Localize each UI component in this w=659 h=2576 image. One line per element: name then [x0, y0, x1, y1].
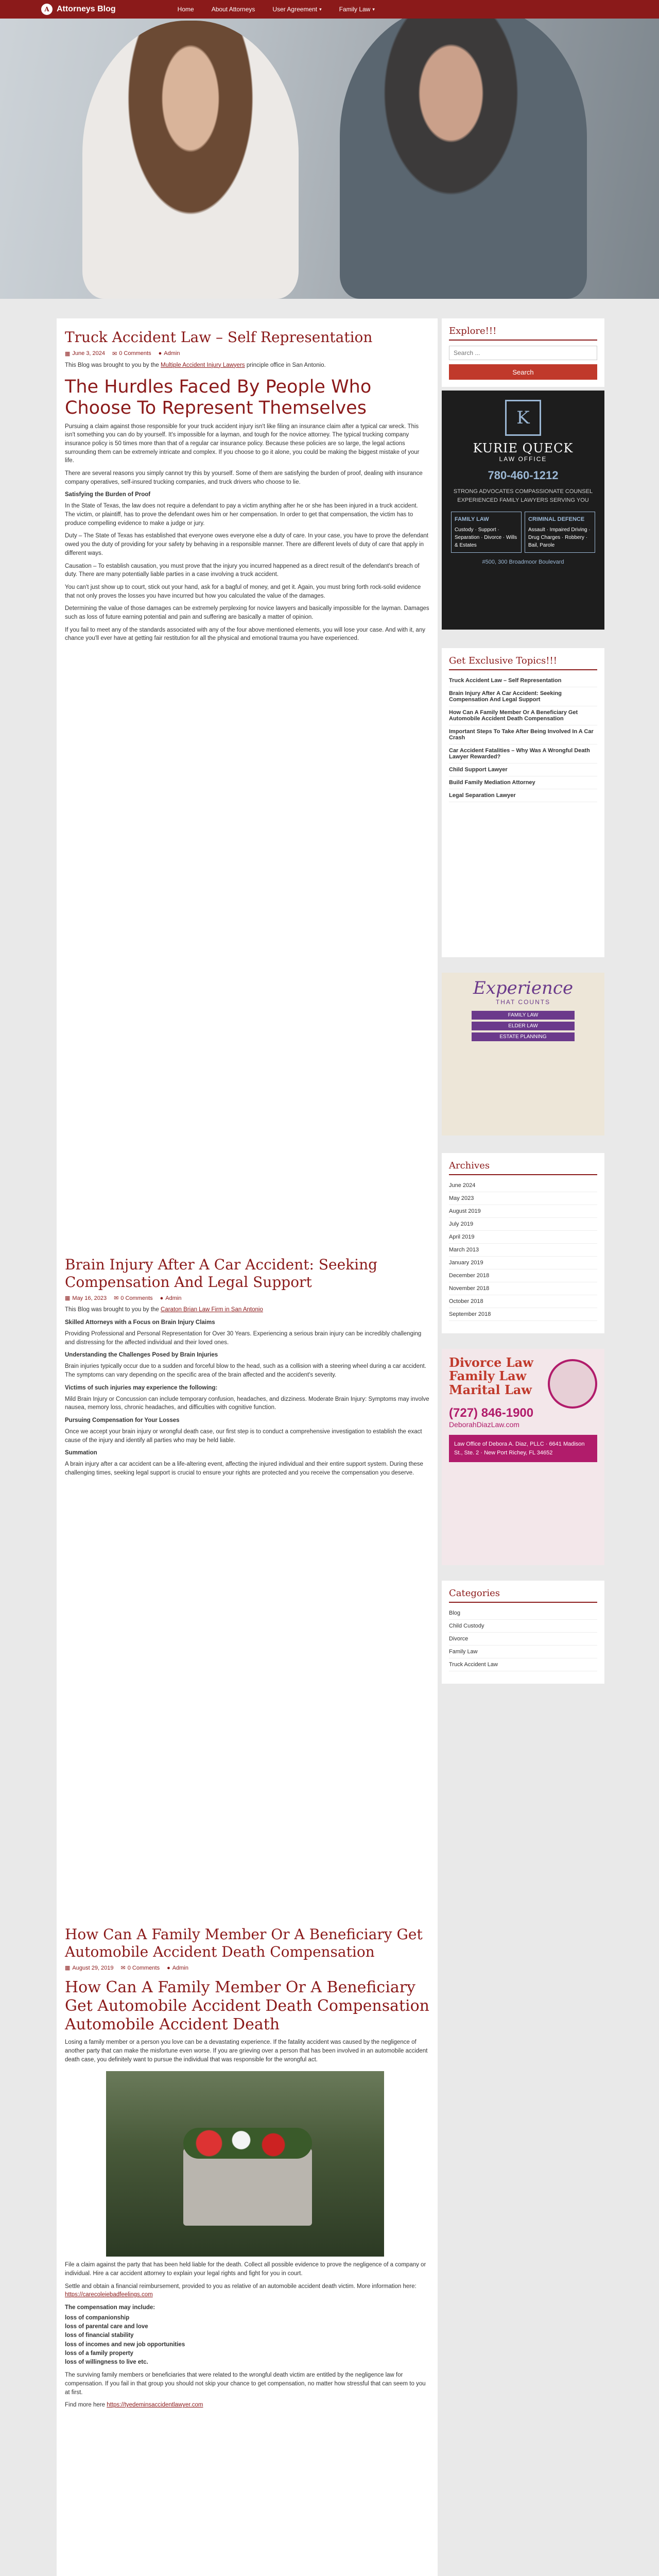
ad-tagline: STRONG ADVOCATES COMPASSIONATE COUNSEL EXPERIENCED FAMILY LAWYERS SERVING YOU: [453, 488, 593, 503]
flower-wreath: [183, 2128, 312, 2159]
ad-col-criminal: [525, 512, 595, 553]
list-item: loss of financial stability: [65, 2332, 134, 2339]
ad-tag: FAMILY LAW: [472, 1011, 575, 1020]
ad-col-text: Custody · Support · Separation · Divorce · Wills & Estates: [455, 527, 517, 548]
top-navigation-bar: [0, 0, 659, 19]
post-author[interactable]: ● Admin: [167, 1964, 188, 1971]
ad-line: Divorce Law: [449, 1355, 533, 1370]
post-meta: [65, 1964, 429, 1971]
archives-widget: [442, 1153, 604, 1333]
main-content: [57, 318, 438, 2576]
ad-firm: LAW OFFICE: [499, 455, 547, 463]
site-logo-text: Attorneys Blog: [57, 5, 116, 13]
nav-item-home[interactable]: [178, 6, 194, 13]
categories-widget: [442, 1581, 604, 1684]
recent-topic-item[interactable]: Child Support Lawyer: [449, 764, 597, 776]
post-paragraph: Once we accept your brain injury or wrongful death case, our first step is to conduct a comprehensive investigation to establish the exact cause of the injury and identify all parties who may be held liable.: [65, 1428, 422, 1444]
post-family-compensation: [57, 1926, 438, 2410]
archive-item[interactable]: June 2024: [449, 1179, 597, 1192]
post-paragraph: File a claim against the party that has been held liable for the death. Collect all possible evidence to prove the negligence of a company or individual. Hire a car accident attorney to explain your legal rights and fight for you in court.: [65, 2262, 426, 2277]
post-comments[interactable]: ✉ 0 Comments: [112, 350, 151, 357]
user-icon: ●: [158, 350, 162, 357]
post-paragraph: The surviving family members or beneficiaries that were related to the wrongful death victim are entitled by the negligence law for compensation. If you fail in that group you should not skip your chance to get compensation, no matter how stressful that can seem to you at first.: [65, 2372, 426, 2396]
section-heading: Satisfying the Burden of Proof: [65, 492, 151, 498]
ad-address: #500, 300 Broadmoor Boulevard: [482, 558, 564, 565]
post-brain-injury: [57, 1256, 438, 1478]
post-paragraph: Duty – The State of Texas has established that everyone owes everyone else a duty of care. In your case, you have to prove the defendant owed you the duty of providing for your safety by behaving in a responsible manner. There are different levels of duty of care that apply in different ways.: [65, 533, 428, 556]
recent-topic-item[interactable]: Build Family Mediation Attorney: [449, 776, 597, 789]
post-date[interactable]: ▦ August 29, 2019: [65, 1964, 114, 1972]
archive-item[interactable]: October 2018: [449, 1295, 597, 1308]
nav-item-about[interactable]: [212, 6, 255, 13]
category-item[interactable]: Blog: [449, 1607, 597, 1620]
kurie-queck-ad[interactable]: [442, 391, 604, 630]
widget-title: Get Exclusive Topics!!!: [449, 655, 597, 670]
explore-widget: [442, 318, 604, 387]
ad-col-text: Assault · Impaired Driving · Drug Charges · Robbery · Bail, Parole: [528, 527, 591, 548]
list-item: loss of parental care and love: [65, 2324, 148, 2330]
memorial-flowers-photo: [106, 2071, 384, 2257]
ad-phone: (727) 846-1900: [449, 1406, 534, 1420]
calendar-icon: ▦: [65, 1965, 71, 1972]
post-meta: [65, 350, 429, 357]
section-heading: The compensation may include:: [65, 2304, 155, 2311]
archives-list: [449, 1179, 597, 1321]
archive-item[interactable]: May 2023: [449, 1192, 597, 1205]
post-paragraph: There are several reasons you simply cannot try this by yourself. Some of them are satisfying the burden of proof, dealing with insurance company operatives, self-insured trucking companies, and truck drivers who choose to lie.: [65, 470, 423, 485]
intro-link[interactable]: Multiple Accident Injury Lawyers: [161, 362, 245, 368]
archive-item[interactable]: December 2018: [449, 1269, 597, 1282]
category-item[interactable]: Family Law: [449, 1646, 597, 1658]
archive-item[interactable]: November 2018: [449, 1282, 597, 1295]
calendar-icon: ▦: [65, 1295, 71, 1302]
archive-item[interactable]: September 2018: [449, 1308, 597, 1321]
post-heading: How Can A Family Member Or A Beneficiary Get Automobile Accident Death Compensation Automobile Accident Death: [65, 1978, 430, 2034]
post-author[interactable]: ● Admin: [160, 1295, 182, 1301]
chevron-down-icon: ▾: [372, 6, 375, 12]
post-intro: This Blog was brought to you by the Caraton Brian Law Firm in San Antonio: [65, 1307, 263, 1313]
comment-icon: ✉: [112, 350, 117, 357]
ad-line: Family Law: [449, 1368, 527, 1384]
post-paragraph: Pursuing a claim against those responsible for your truck accident injury isn't like filing an insurance claim after a typical car wreck. This isn't something you can do by yourself. It's impossible for a layman, and tough for the novice attorney. The typical trucking company insurance policy is 50 times more than that of a regular car insurance policy. Because these policies are so large, the legal actions surrounding them can be extremely intricate and complex. If you choose to go it alone, you could be making the biggest mistake of your life.: [65, 423, 420, 464]
ad-tag: ESTATE PLANNING: [472, 1032, 575, 1041]
section-heading: Victims of such injuries may experience the following:: [65, 1384, 218, 1391]
ad-office-box: Law Office of Debora A. Diaz, PLLC · 6641 Madison St., Ste. 2 · New Port Richey, FL 34652: [449, 1435, 597, 1462]
recent-topic-item[interactable]: Important Steps To Take After Being Involved In A Car Crash: [449, 725, 597, 744]
ad-col-title: CRIMINAL DEFENCE: [528, 516, 585, 522]
search-input[interactable]: [449, 346, 597, 360]
section-heading: Summation: [65, 1450, 97, 1456]
post-author[interactable]: ● Admin: [158, 350, 180, 357]
nav-item-label: About Attorneys: [211, 6, 255, 13]
headstone: [183, 2148, 312, 2226]
post-date[interactable]: ▦ May 16, 2023: [65, 1295, 107, 1302]
post-intro: This Blog was brought to you by the Multiple Accident Injury Lawyers principle office in San Antonio.: [65, 362, 326, 368]
ad-tags: [472, 1011, 575, 1041]
ad-tag: ELDER LAW: [472, 1022, 575, 1030]
main-nav: [178, 6, 375, 13]
widget-title: Categories: [449, 1588, 597, 1603]
post-title[interactable]: Brain Injury After A Car Accident: Seeking Compensation And Legal Support: [65, 1256, 378, 1291]
post-comments[interactable]: ✉ 0 Comments: [114, 1295, 153, 1302]
nav-item-user-agreement[interactable]: [272, 6, 321, 13]
post-heading: The Hurdles Faced By People Who Choose To Represent Themselves: [65, 377, 372, 418]
comment-icon: ✉: [120, 1965, 126, 1972]
user-icon: ●: [167, 1964, 170, 1971]
nav-item-family-law[interactable]: [339, 6, 375, 13]
compensation-list: [65, 2314, 429, 2367]
post-title[interactable]: How Can A Family Member Or A Beneficiary Get Automobile Accident Death Compensation: [65, 1926, 423, 1960]
ad-line: Marital Law: [449, 1382, 532, 1397]
list-item: loss of incomes and new job opportunities: [65, 2341, 185, 2348]
post-paragraph: Mild Brain Injury or Concussion can include temporary confusion, headaches, and dizziness. Moderate Brain Injury: Symptoms may involve nausea, memory loss, chronic headaches, and difficulties with cognitive function.: [65, 1396, 429, 1411]
diaz-law-ad[interactable]: [442, 1349, 604, 1565]
post-paragraph: Losing a family member or a person you love can be a devastating experience. If the fatality accident was caused by the negligence of another party that can make the misfortune even worse. If you are grieving over a person that has been involved in an automobile accident death case, you definitely want to pursue the individual that was responsible for the wrongful act.: [65, 2039, 428, 2063]
post-comments[interactable]: ✉ 0 Comments: [120, 1964, 160, 1972]
list-item: loss of a family property: [65, 2350, 133, 2357]
categories-list: [449, 1607, 597, 1671]
find-more-link[interactable]: https://tyedeminsaccidentlawyer.com: [107, 2402, 203, 2409]
archive-item[interactable]: March 2013: [449, 1244, 597, 1257]
archive-item[interactable]: August 2019: [449, 1205, 597, 1218]
post-paragraph: If you fail to meet any of the standards associated with any of the four above mentioned elements, you will lose your case. And with it, any chance you'll ever have at getting fair restitution for all the physical and emotional trauma you have experienced.: [65, 626, 425, 642]
ad-portrait-medallion: [548, 1359, 597, 1409]
chevron-down-icon: ▾: [319, 6, 322, 12]
recent-topic-item[interactable]: How Can A Family Member Or A Beneficiary Get Automobile Accident Death Compensation: [449, 706, 597, 725]
search-button[interactable]: Search: [449, 364, 597, 380]
section-heading: Pursuing Compensation for Your Losses: [65, 1417, 180, 1423]
post-paragraph: Brain injuries typically occur due to a sudden and forceful blow to the head, such as a collision with a steering wheel during a car accident. The symptoms can vary depending on the specific area of the brain affected and the accident's severity.: [65, 1363, 426, 1378]
widget-title: Explore!!!: [449, 326, 597, 341]
hero-banner: [0, 0, 659, 299]
logo-mark-icon: A: [41, 4, 53, 15]
recent-topics-list: [449, 674, 597, 802]
ad-practice-areas: [451, 512, 595, 553]
user-icon: ●: [160, 1295, 164, 1301]
recent-topic-item[interactable]: Car Accident Fatalities – Why Was A Wrongful Death Lawyer Rewarded?: [449, 744, 597, 764]
post-paragraph: Settle and obtain a financial reimbursement, provided to you as relative of an automobile accident death victim. More information here: https://carecoleiebadfeelings.com: [65, 2283, 417, 2298]
post-meta: [65, 1295, 429, 1301]
recent-topic-item[interactable]: Brain Injury After A Car Accident: Seeking Compensation And Legal Support: [449, 687, 597, 706]
hero-woman-figure: [82, 21, 299, 299]
list-item: loss of willingness to live etc.: [65, 2359, 148, 2366]
section-heading: Skilled Attorneys with a Focus on Brain Injury Claims: [65, 1319, 215, 1326]
find-more: Find more here https://tyedeminsaccidentlawyer.com: [65, 2402, 203, 2409]
section-heading: Understanding the Challenges Posed by Brain Injuries: [65, 1352, 218, 1359]
post-paragraph: In the State of Texas, the law does not require a defendant to pay a victim anything after he or she has been injured in a truck accident. The victim, or plaintiff, has to prove the defendant owes him or her compensation. In order to get that compensation, the victim has to produce compelling evidence to make a judge or jury.: [65, 503, 418, 527]
nav-item-label: Home: [177, 6, 194, 13]
post-date[interactable]: ▦ June 3, 2024: [65, 350, 106, 357]
archive-item[interactable]: July 2019: [449, 1218, 597, 1231]
post-paragraph: You can't just show up to court, stick out your hand, ask for a bagful of money, and get it. Again, you must bring forth rock-solid evidence that not only proves the losses you have incurred but how you calculated the value of the damages.: [65, 584, 421, 599]
ad-name: KURIE QUECK: [473, 441, 574, 455]
category-item[interactable]: Child Custody: [449, 1620, 597, 1633]
recent-topic-item[interactable]: Truck Accident Law – Self Representation: [449, 674, 597, 687]
category-item[interactable]: Divorce: [449, 1633, 597, 1646]
ad-phone: 780-460-1212: [488, 469, 559, 482]
ad-website: DeborahDiazLaw.com: [449, 1420, 519, 1429]
nav-item-label: User Agreement: [272, 6, 318, 13]
list-item: loss of companionship: [65, 2314, 130, 2321]
ad-col-title: FAMILY LAW: [455, 516, 489, 522]
ad-col-family: [451, 512, 522, 553]
recent-topics-widget: [442, 648, 604, 957]
site-logo[interactable]: [41, 4, 116, 15]
widget-title: Archives: [449, 1160, 597, 1175]
archive-item[interactable]: January 2019: [449, 1257, 597, 1269]
kq-logo-icon: K: [505, 400, 541, 436]
hero-man-figure: [340, 5, 587, 299]
calendar-icon: ▦: [65, 350, 71, 357]
comment-icon: ✉: [114, 1295, 119, 1302]
intro-link[interactable]: Caraton Brian Law Firm in San Antonio: [161, 1307, 263, 1313]
post-truck-accident: [57, 329, 438, 643]
more-info-link[interactable]: https://carecoleiebadfeelings.com: [65, 2292, 153, 2298]
post-title[interactable]: Truck Accident Law – Self Representation: [65, 329, 373, 346]
post-paragraph: Providing Professional and Personal Representation for Over 30 Years. Experiencing a serious brain injury can be incredibly challenging and distressing for the affected individual and their loved ones.: [65, 1330, 422, 1346]
ad-subtitle: THAT COUNTS: [495, 998, 551, 1006]
post-paragraph: A brain injury after a car accident can be a life-altering event, affecting the injured individual and their entire support system. During these challenging times, seeking legal support is crucial to ensure your rights are protected and you receive the compensation you deserve.: [65, 1461, 423, 1476]
archive-item[interactable]: April 2019: [449, 1231, 597, 1244]
ad-title: Experience: [473, 978, 574, 998]
category-item[interactable]: Truck Accident Law: [449, 1658, 597, 1671]
post-paragraph: Determining the value of those damages can be extremely perplexing for novice lawyers and basically impossible for the layman. Damages such as loss of future earning potential and pain and suffering are basically a matter of opinion.: [65, 605, 429, 620]
experience-ad[interactable]: [442, 973, 604, 1136]
post-paragraph: Causation – To establish causation, you must prove that the injury you incurred happened as a direct result of the defendant's breach of duty. There are many potentially liable parties in a case involving a truck accident.: [65, 563, 420, 578]
recent-topic-item[interactable]: Legal Separation Lawyer: [449, 789, 597, 802]
nav-item-label: Family Law: [339, 6, 371, 13]
